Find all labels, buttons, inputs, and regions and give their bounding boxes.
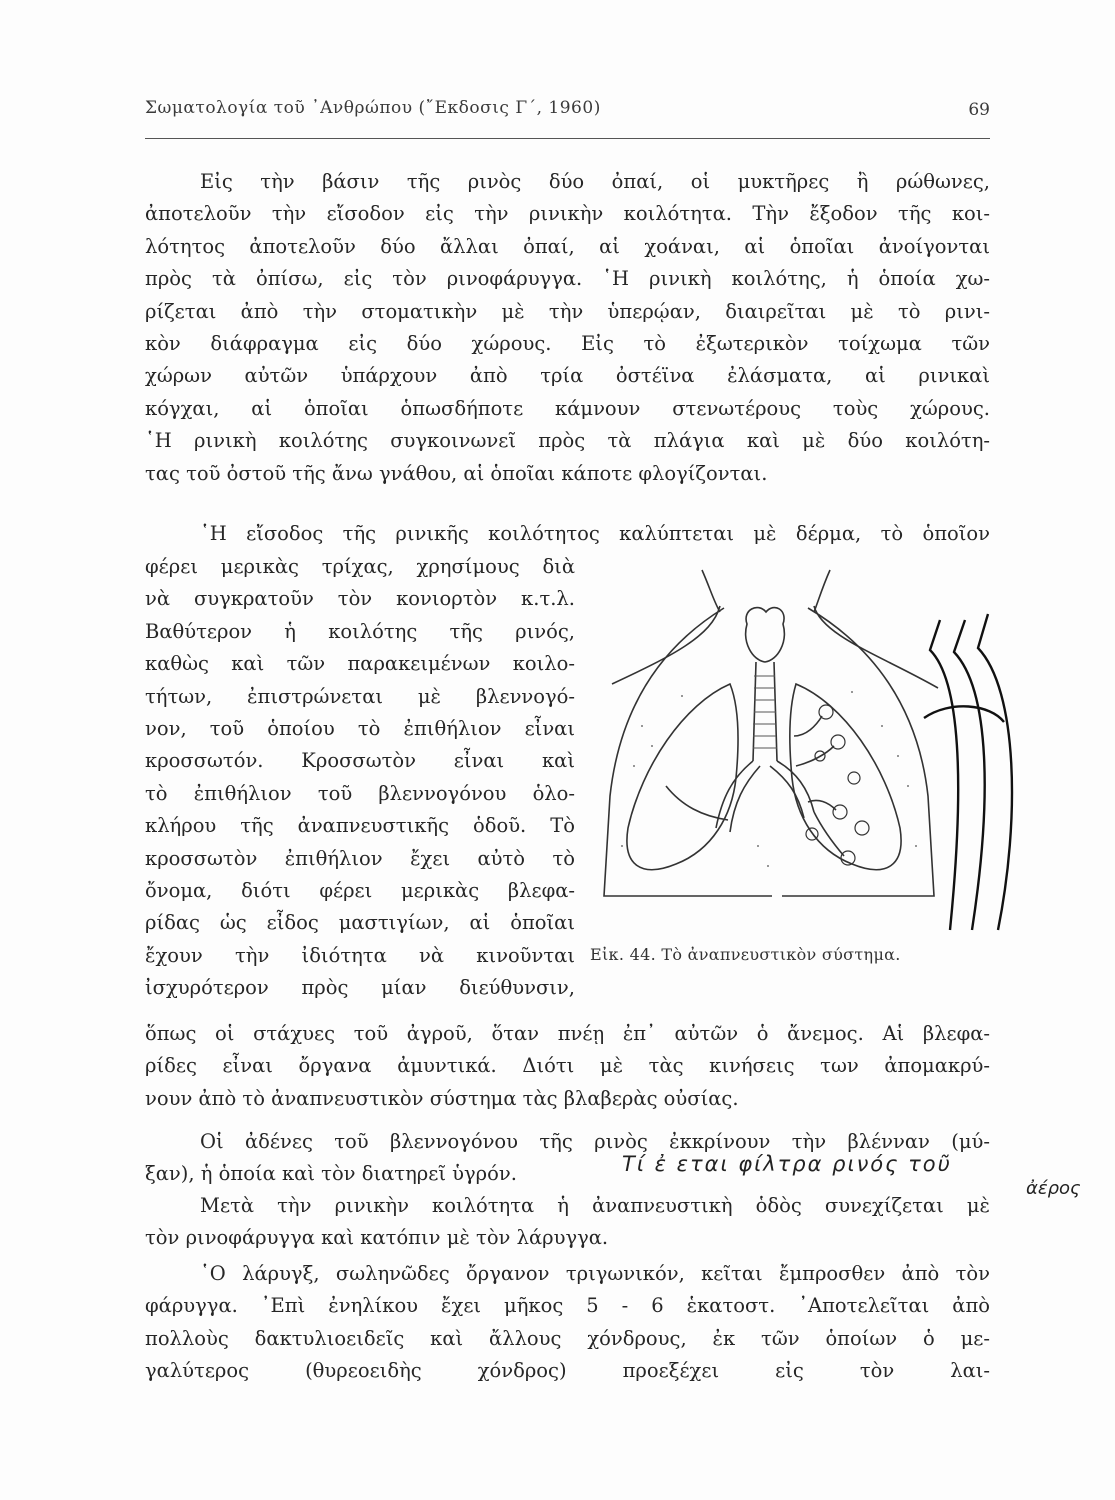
text-line: ρίζεται ἀπὸ τὴν στοματικὴν μὲ τὴν ὑπερῴαν, διαιρεῖται μὲ τὸ ρινι- [145,299,990,323]
alveoli-clusters [806,705,869,865]
text-line: φάρυγγα. ᾿Επὶ ἐνηλίκου ἔχει μῆκος 5 - 6 ἑκατοστ. ᾿Αποτελεῖται ἀπὸ [145,1294,990,1318]
text-line: ῾Η εἴσοδος τῆς ρινικῆς κοιλότητος καλύπτεται μὲ δέρμα, τὸ ὁποῖον [200,522,990,545]
text-line: πολλοὺς δακτυλιοειδεῖς καὶ ἄλλους χόνδρους, ἐκ τῶν ὁποίων ὁ με- [145,1326,990,1350]
text-line: Βαθύτερον ἡ κοιλότης τῆς ρινός, [145,619,575,643]
text-line: ῾Ο λάρυγξ, σωληνῶδες ὄργανον τριγωνικόν, κεῖται ἔμπροσθεν ἀπὸ τὸν [200,1262,990,1285]
text-line: καθὼς καὶ τῶν παρακειμένων κοιλο- [145,652,575,676]
left-bronchus-2 [730,766,760,832]
paragraph-2-rest [145,1018,990,1115]
text-line: χώρων αὐτῶν ὑπάρχουν ἀπὸ τρία ὀστέϊνα ἐλάσματα, αἱ ρινικαὶ [145,364,990,388]
text-line: λότητος ἀποτελοῦν δύο ἄλλαι ὀπαί, αἱ χοάναι, αἱ ὁποῖαι ἀνοίγονται [145,234,990,258]
text-line: Εἰς τὴν βάσιν τῆς ρινὸς δύο ὀπαί, οἱ μυκτῆρες ἢ ρώθωνες, [200,170,990,193]
left-column-text [145,551,575,1005]
running-title: Σωματολογία τοῦ ᾿Ανθρώπου (῎Εκδοσις Γ΄, 1960) [145,98,601,118]
text-line: Μετὰ τὴν ρινικὴν κοιλότητα ἡ ἀναπνευστικὴ ὁδὸς συνεχίζεται μὲ [200,1194,990,1217]
text-line: τήτων, ἐπιστρώνεται μὲ βλεννογό- [145,684,575,708]
text-line: Οἱ ἀδένες τοῦ βλεννογόνου τῆς ρινὸς ἐκκρίνουν τὴν βλένναν (μύ- [200,1130,990,1153]
text-line: κροσσωτὸν ἐπιθήλιον ἔχει αὐτὸ τὸ [145,846,575,870]
stipple-texture [621,691,917,867]
handwritten-note-line-1: Τί ἐ εται φίλτρα ρινός τοῦ [622,1152,952,1176]
text-line: γαλύτερος (θυρεοειδὴς χόνδρος) προεξέχει εἰς τὸν λαι- [145,1359,990,1383]
larynx [746,608,785,662]
thorax-right [782,608,934,896]
right-lung [790,684,901,870]
text-line: φέρει μερικὰς τρίχας, χρησίμους διὰ [145,555,575,578]
header-rule [145,138,990,139]
figure-caption: Εἰκ. 44. Τὸ ἀναπνευστικὸν σύστημα. [590,945,901,964]
page-number: 69 [968,100,990,120]
bronchiole-3 [794,716,822,736]
text-line: τὸν ρινοφάρυγγα καὶ κατόπιν μὲ τὸν λάρυγγα. [145,1226,609,1250]
text-line: νὰ συγκρατοῦν τὸν κονιορτὸν κ.τ.λ. [145,587,575,611]
left-lung [627,684,738,870]
handwritten-brackets-icon [920,600,1030,940]
handwritten-note-line-2: ἀέρος [1026,1178,1081,1199]
text-line: ῾Η ρινικὴ κοιλότης συγκοινωνεῖ πρὸς τὰ πλάγια καὶ μὲ δύο κοιλότη- [145,429,990,453]
text-line: ἀποτελοῦν τὴν εἴσοδον εἰς τὴν ρινικὴν κοιλότητα. Τὴν ἔξοδον τῆς κοι- [145,202,990,226]
paragraph-4 [145,1190,990,1255]
text-line: ἔχουν τὴν ἰδιότητα νὰ κινοῦνται [145,943,575,967]
text-line: νον, τοῦ ὁποίου τὸ ἐπιθήλιον εἶναι [145,717,575,741]
text-line: ρίδας ὡς εἶδος μαστιγίων, αἱ ὁποῖαι [145,911,575,935]
shoulder-left [612,606,720,684]
text-line: ἰσχυρότερον πρὸς μίαν διεύθυνσιν, [145,976,575,1000]
text-line: ξαν), ἡ ὁποία καὶ τὸν διατηρεῖ ὑγρόν. [145,1162,517,1186]
text-line: τας τοῦ ὀστοῦ τῆς ἄνω γνάθου, αἱ ὁποῖαι κάποτε φλογίζονται. [145,461,768,485]
left-bronchus-1 [716,761,753,828]
paragraph-1 [145,166,990,490]
neck-line-right [814,570,830,612]
text-line: πρὸς τὰ ὀπίσω, εἰς τὸν ρινοφάρυγγα. ῾Η ρινικὴ κοιλότης, ἡ ὁποία χω- [145,267,990,291]
text-line: νουν ἀπὸ τὸ ἀναπνευστικὸν σύστημα τὰς βλαβερὰς οὐσίας. [145,1086,739,1110]
paragraph-5 [145,1258,990,1388]
right-bronchus-1 [777,761,814,812]
text-line: κόγχαι, αἱ ὁποῖαι ὁπωσδήποτε κάμνουν στενωτέρους τοὺς χώρους. [145,396,990,420]
text-line: κὸν διάφραγμα εἰς δύο χώρους. Εἰς τὸ ἐξωτερικὸν τοίχωμα τῶν [145,332,990,356]
handwritten-marks [920,600,1030,940]
text-line: ὄνομα, διότι φέρει μερικὰς βλεφα- [145,879,575,903]
text-line: κλήρου τῆς ἀναπνευστικῆς ὁδοῦ. Τὸ [145,814,575,838]
paragraph-2-start [145,518,990,550]
page-header [145,96,990,126]
text-line: τὸ ἐπιθήλιον τοῦ βλεννογόνου ὁλο- [145,781,575,805]
trachea-rings [753,676,777,748]
text-line: ὅπως οἱ στάχυες τοῦ ἀγροῦ, ὅταν πνέῃ ἐπ᾿ αὐτῶν ὁ ἄνεμος. Αἱ βλεφα- [145,1022,990,1045]
text-line: κροσσωτόν. Κροσσωτὸν εἶναι καὶ [145,749,575,773]
neck-line-left [702,570,720,612]
text-line: ρίδες εἶναι ὄργανα ἀμυντικά. Διότι μὲ τὰς κινήσεις των ἀπομακρύ- [145,1054,990,1078]
